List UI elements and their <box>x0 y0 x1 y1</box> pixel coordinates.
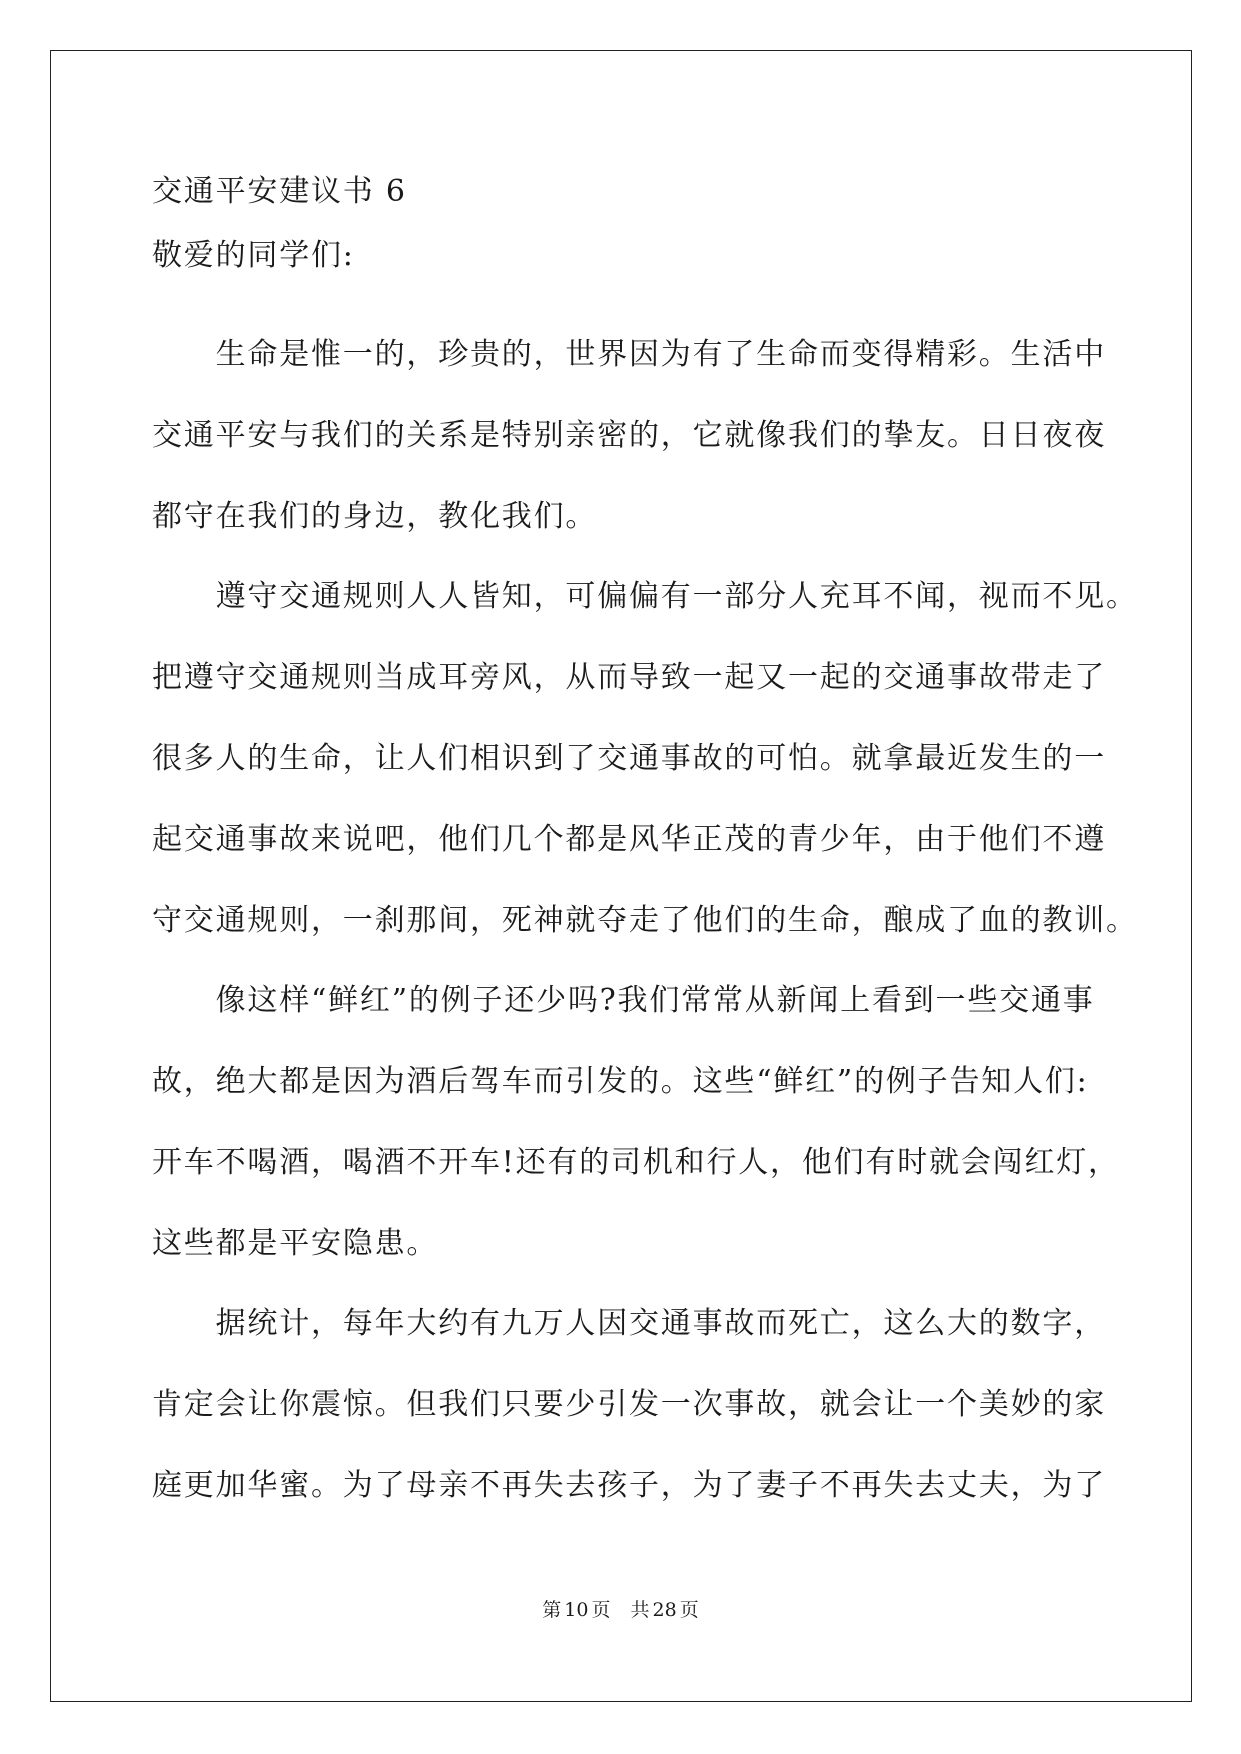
text-line: 把遵守交通规则当成耳旁风，从而导致一起又一起的交通事故带走了 <box>152 660 1106 695</box>
greeting: 敬爱的同学们: <box>152 238 355 273</box>
total-label-prefix: 共 <box>630 1599 650 1621</box>
text-line: 交通平安与我们的关系是特别亲密的，它就像我们的挚友。日日夜夜 <box>152 418 1106 453</box>
page-label-suffix: 页 <box>591 1599 611 1621</box>
text-line: 这些都是平安隐患。 <box>152 1226 439 1261</box>
document-title: 交通平安建议书 6 <box>152 174 407 209</box>
text-line: 故，绝大都是因为酒后驾车而引发的。这些“鲜红”的例子告知人们: <box>152 1064 1089 1099</box>
text-line: 庭更加华蜜。为了母亲不再失去孩子，为了妻子不再失去丈夫，为了 <box>152 1468 1106 1503</box>
text-line: 像这样“鲜红”的例子还少吗?我们常常从新闻上看到一些交通事 <box>152 983 1095 1018</box>
text-line: 开车不喝酒，喝酒不开车!还有的司机和行人，他们有时就会闯红灯， <box>152 1145 1120 1180</box>
total-label-suffix: 页 <box>679 1599 699 1621</box>
page-border <box>50 50 1192 1702</box>
text-line: 遵守交通规则人人皆知，可偏偏有一部分人充耳不闻，视而不见。 <box>152 579 1138 614</box>
text-line: 很多人的生命，让人们相识到了交通事故的可怕。就拿最近发生的一 <box>152 741 1106 776</box>
page-footer <box>0 1598 1241 1622</box>
total-page-number: 28 <box>652 1599 677 1621</box>
text-line: 肯定会让你震惊。但我们只要少引发一次事故，就会让一个美妙的家 <box>152 1387 1106 1422</box>
text-line: 守交通规则，一刹那间，死神就夺走了他们的生命，酿成了血的教训。 <box>152 903 1138 938</box>
text-line: 都守在我们的身边，教化我们。 <box>152 499 598 534</box>
page-label-prefix: 第 <box>542 1599 562 1621</box>
text-line: 起交通事故来说吧，他们几个都是风华正茂的青少年，由于他们不遵 <box>152 822 1106 857</box>
text-line: 生命是惟一的，珍贵的，世界因为有了生命而变得精彩。生活中 <box>152 337 1106 372</box>
text-line: 据统计，每年大约有九万人因交通事故而死亡，这么大的数字， <box>152 1306 1106 1341</box>
current-page-number: 10 <box>564 1599 589 1621</box>
